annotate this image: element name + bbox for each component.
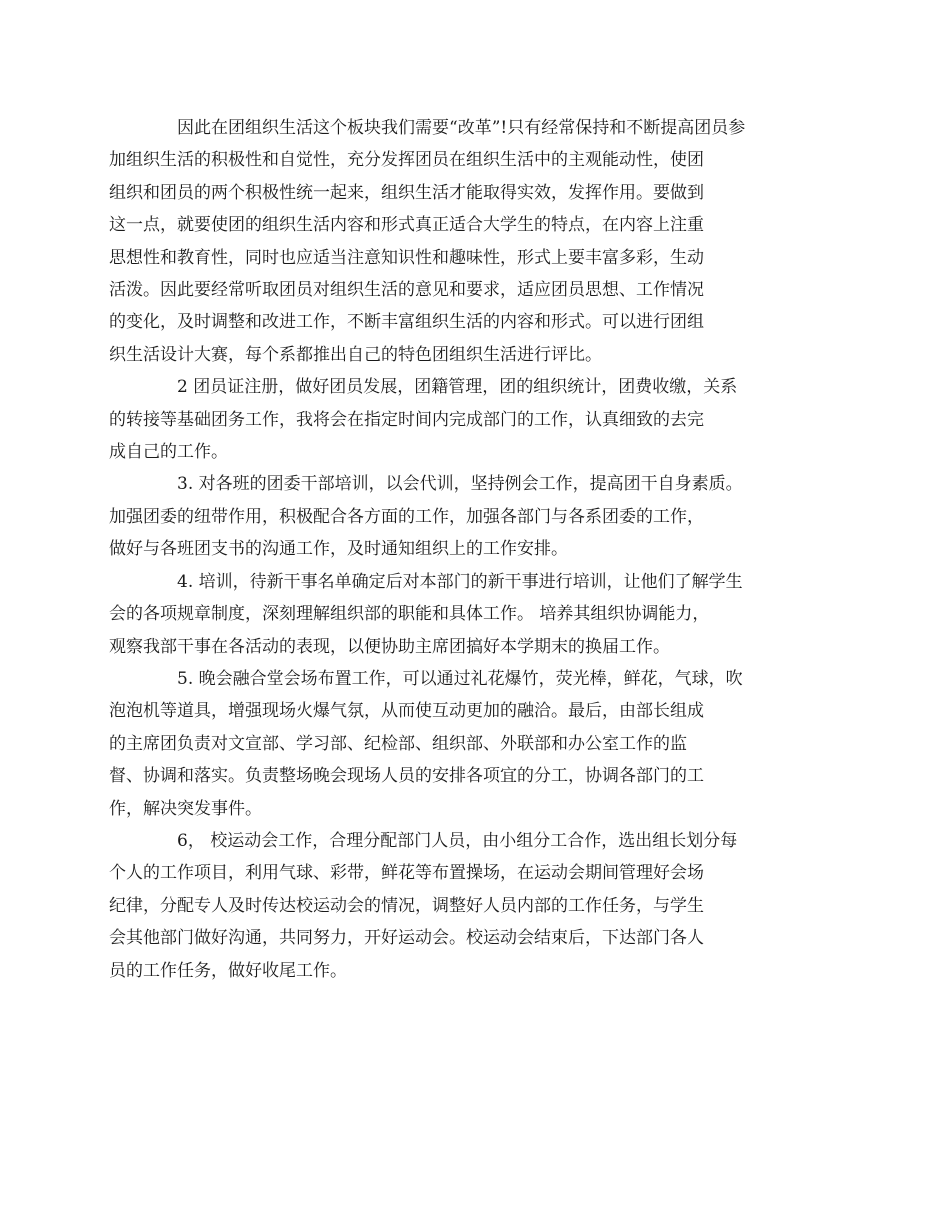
paragraph-2 [109,371,801,468]
paragraph-line: 思想性和教育性，同时也应适当注意知识性和趣味性，形式上要丰富多彩，生动 [109,247,704,268]
paragraph-1 [109,112,801,371]
paragraph-line: 做好与各班团支书的沟通工作，及时通知组织上的工作安排。 [109,539,568,560]
paragraph-6 [109,825,801,987]
paragraph-line: 员的工作任务，做好收尾工作。 [109,960,347,981]
paragraph-line: 5. 晚会融合堂会场布置工作，可以通过礼花爆竹，荧光棒，鲜花，气球，吹 [177,668,743,689]
document-body [109,112,801,987]
paragraph-line: 作，解决突发事件。 [109,798,262,819]
paragraph-line: 这一点，就要使团的组织生活内容和形式真正适合大学生的特点，在内容上注重 [109,215,704,236]
paragraph-line: 观察我部干事在各活动的表现，以便协助主席团搞好本学期末的换届工作。 [109,636,670,657]
paragraph-line: 的转接等基础团务工作，我将会在指定时间内完成部门的工作，认真细致的去完 [109,409,704,430]
paragraph-line: 组织和团员的两个积极性统一起来，组织生活才能取得实效，发挥作用。要做到 [109,182,704,203]
paragraph-line: 4. 培训，待新干事名单确定后对本部门的新干事进行培训，让他们了解学生 [177,571,743,592]
paragraph-line: 活泼。因此要经常听取团员对组织生活的意见和要求，适应团员思想、工作情况 [109,280,704,301]
paragraph-line: 会其他部门做好沟通，共同努力，开好运动会。校运动会结束后，下达部门各人 [109,928,704,949]
paragraph-line: 的变化，及时调整和改进工作，不断丰富组织生活的内容和形式。可以进行团组 [109,312,704,333]
paragraph-line: 加强团委的纽带作用，积极配合各方面的工作，加强各部门与各系团委的工作， [109,506,704,527]
paragraph-line: 2 团员证注册，做好团员发展，团籍管理，团的组织统计，团费收缴，关系 [177,377,738,398]
paragraph-line: 个人的工作项目，利用气球、彩带，鲜花等布置操场，在运动会期间管理好会场 [109,863,704,884]
paragraph-line: 会的各项规章制度，深刻理解组织部的职能和具体工作。 培养其组织协调能力， [109,604,710,625]
paragraph-line: 6， 校运动会工作，合理分配部门人员，由小组分工合作，选出组长划分每 [177,830,738,851]
paragraph-5 [109,663,801,825]
paragraph-line: 泡泡机等道具，增强现场火爆气氛，从而使互动更加的融洽。最后，由部长组成 [109,701,704,722]
paragraph-line: 成自己的工作。 [109,442,228,463]
paragraph-line: 因此在团组织生活这个板块我们需要“改革”!只有经常保持和不断提高团员参 [177,118,746,138]
paragraph-line: 督、协调和落实。负责整场晚会现场人员的安排各项宜的分工，协调各部门的工 [109,766,704,787]
paragraph-4 [109,566,801,663]
paragraph-line: 加组织生活的积极性和自觉性，充分发挥团员在组织生活中的主观能动性，使团 [109,150,704,171]
paragraph-line: 的主席团负责对文宣部、学习部、纪检部、组织部、外联部和办公室工作的监 [109,733,687,754]
paragraph-line: 3. 对各班的团委干部培训，以会代训，坚持例会工作，提高团干自身素质。 [177,474,743,495]
paragraph-line: 纪律，分配专人及时传达校运动会的情况，调整好人员内部的工作任务，与学生 [109,895,704,916]
paragraph-3 [109,468,801,565]
paragraph-line: 织生活设计大赛，每个系都推出自己的特色团组织生活进行评比。 [109,344,602,365]
